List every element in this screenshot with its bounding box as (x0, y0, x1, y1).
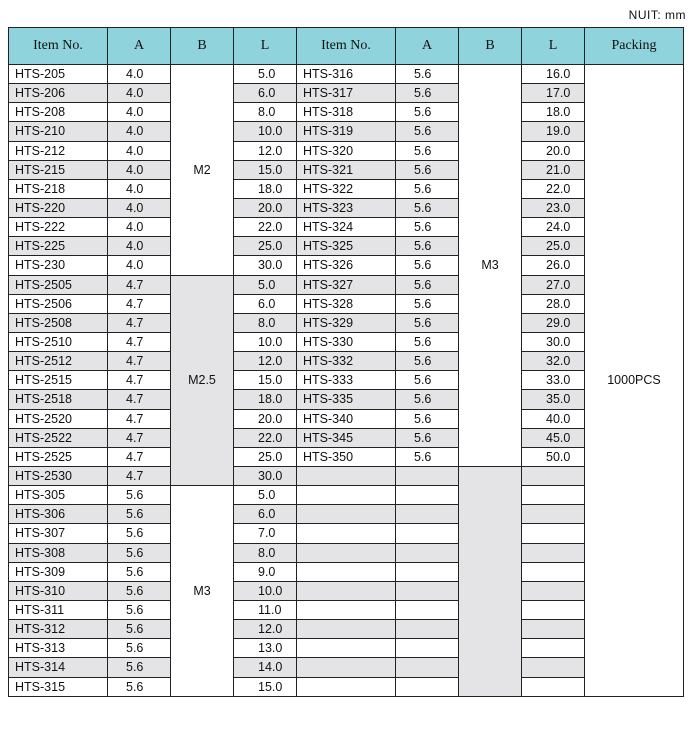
item-no: HTS-215 (9, 160, 108, 179)
length-l: 14.0 (234, 658, 297, 677)
header-4: Item No. (297, 28, 396, 65)
table-row (9, 294, 684, 313)
empty-cell (297, 677, 396, 696)
empty-cell (522, 486, 585, 505)
table-row (9, 122, 684, 141)
item-no: HTS-328 (297, 294, 396, 313)
dim-a: 5.6 (108, 562, 171, 581)
dim-a: 5.6 (396, 198, 459, 217)
empty-cell (396, 543, 459, 562)
dim-a: 4.7 (108, 466, 171, 485)
length-l: 12.0 (234, 620, 297, 639)
length-l: 45.0 (522, 428, 585, 447)
empty-cell (396, 581, 459, 600)
item-no: HTS-230 (9, 256, 108, 275)
empty-cell (396, 639, 459, 658)
table-row (9, 505, 684, 524)
dim-a: 4.0 (108, 103, 171, 122)
length-l: 25.0 (234, 447, 297, 466)
dim-a: 4.7 (108, 390, 171, 409)
empty-cell (396, 677, 459, 696)
dim-a: 5.6 (396, 390, 459, 409)
dim-a: 5.6 (396, 447, 459, 466)
dim-a: 5.6 (108, 505, 171, 524)
item-no: HTS-206 (9, 84, 108, 103)
dim-a: 4.7 (108, 352, 171, 371)
dim-a: 5.6 (108, 524, 171, 543)
length-l: 32.0 (522, 352, 585, 371)
item-no: HTS-212 (9, 141, 108, 160)
table-row (9, 409, 684, 428)
length-l: 27.0 (522, 275, 585, 294)
table-row (9, 332, 684, 351)
dim-a: 4.0 (108, 237, 171, 256)
length-l: 20.0 (234, 198, 297, 217)
table-row (9, 524, 684, 543)
length-l: 6.0 (234, 505, 297, 524)
dim-a: 4.0 (108, 84, 171, 103)
dim-a: 5.6 (108, 543, 171, 562)
length-l: 10.0 (234, 122, 297, 141)
dim-a: 5.6 (396, 65, 459, 84)
dim-a: 5.6 (396, 141, 459, 160)
length-l: 40.0 (522, 409, 585, 428)
dim-a: 4.0 (108, 198, 171, 217)
length-l: 6.0 (234, 84, 297, 103)
table-row (9, 198, 684, 217)
header-1: A (108, 28, 171, 65)
item-no: HTS-208 (9, 103, 108, 122)
item-no: HTS-310 (9, 581, 108, 600)
length-l: 30.0 (522, 332, 585, 351)
item-no: HTS-311 (9, 600, 108, 619)
thread-size: M3 (459, 65, 522, 467)
table-row (9, 218, 684, 237)
table-row (9, 447, 684, 466)
empty-cell (396, 505, 459, 524)
dim-a: 5.6 (396, 103, 459, 122)
packing-value: 1000PCS (585, 65, 684, 697)
dim-a: 5.6 (396, 332, 459, 351)
dim-a: 4.0 (108, 179, 171, 198)
spec-table (8, 27, 684, 697)
header-row (9, 28, 684, 65)
length-l: 11.0 (234, 600, 297, 619)
dim-a: 5.6 (396, 84, 459, 103)
item-no: HTS-2525 (9, 447, 108, 466)
table-row (9, 486, 684, 505)
item-no: HTS-308 (9, 543, 108, 562)
dim-a: 5.6 (396, 428, 459, 447)
length-l: 25.0 (234, 237, 297, 256)
table-row (9, 428, 684, 447)
item-no: HTS-210 (9, 122, 108, 141)
empty-cell (297, 524, 396, 543)
length-l: 9.0 (234, 562, 297, 581)
item-no: HTS-335 (297, 390, 396, 409)
length-l: 33.0 (522, 371, 585, 390)
length-l: 13.0 (234, 639, 297, 658)
table-row (9, 620, 684, 639)
table-row (9, 390, 684, 409)
dim-a: 4.0 (108, 218, 171, 237)
length-l: 17.0 (522, 84, 585, 103)
item-no: HTS-205 (9, 65, 108, 84)
length-l: 15.0 (234, 371, 297, 390)
empty-cell (459, 466, 522, 696)
dim-a: 4.0 (108, 65, 171, 84)
dim-a: 4.7 (108, 275, 171, 294)
item-no: HTS-307 (9, 524, 108, 543)
dim-a: 5.6 (396, 294, 459, 313)
empty-cell (297, 658, 396, 677)
table-row (9, 275, 684, 294)
table-row (9, 179, 684, 198)
item-no: HTS-330 (297, 332, 396, 351)
item-no: HTS-2520 (9, 409, 108, 428)
dim-a: 5.6 (396, 371, 459, 390)
length-l: 12.0 (234, 141, 297, 160)
item-no: HTS-2522 (9, 428, 108, 447)
header-3: L (234, 28, 297, 65)
empty-cell (522, 562, 585, 581)
length-l: 8.0 (234, 543, 297, 562)
length-l: 8.0 (234, 103, 297, 122)
item-no: HTS-309 (9, 562, 108, 581)
item-no: HTS-322 (297, 179, 396, 198)
table-row (9, 639, 684, 658)
item-no: HTS-326 (297, 256, 396, 275)
table-row (9, 371, 684, 390)
dim-a: 5.6 (108, 677, 171, 696)
item-no: HTS-2530 (9, 466, 108, 485)
table-row (9, 103, 684, 122)
table-row (9, 600, 684, 619)
empty-cell (396, 562, 459, 581)
item-no: HTS-2512 (9, 352, 108, 371)
empty-cell (396, 466, 459, 485)
item-no: HTS-312 (9, 620, 108, 639)
table-row (9, 677, 684, 696)
empty-cell (297, 543, 396, 562)
item-no: HTS-222 (9, 218, 108, 237)
empty-cell (297, 620, 396, 639)
unit-label: NUIT: mm (628, 8, 686, 22)
length-l: 18.0 (234, 390, 297, 409)
dim-a: 5.6 (396, 218, 459, 237)
item-no: HTS-325 (297, 237, 396, 256)
thread-size: M2.5 (171, 275, 234, 486)
length-l: 8.0 (234, 313, 297, 332)
length-l: 26.0 (522, 256, 585, 275)
item-no: HTS-315 (9, 677, 108, 696)
length-l: 22.0 (234, 218, 297, 237)
table-row (9, 658, 684, 677)
dim-a: 5.6 (396, 275, 459, 294)
length-l: 23.0 (522, 198, 585, 217)
length-l: 30.0 (234, 256, 297, 275)
length-l: 30.0 (234, 466, 297, 485)
table-row (9, 84, 684, 103)
length-l: 18.0 (522, 103, 585, 122)
item-no: HTS-2515 (9, 371, 108, 390)
length-l: 16.0 (522, 65, 585, 84)
item-no: HTS-320 (297, 141, 396, 160)
dim-a: 4.7 (108, 294, 171, 313)
dim-a: 4.0 (108, 122, 171, 141)
length-l: 20.0 (522, 141, 585, 160)
empty-cell (522, 505, 585, 524)
dim-a: 5.6 (396, 122, 459, 141)
table-row (9, 466, 684, 485)
dim-a: 4.7 (108, 428, 171, 447)
dim-a: 5.6 (396, 237, 459, 256)
length-l: 7.0 (234, 524, 297, 543)
empty-cell (297, 581, 396, 600)
empty-cell (522, 466, 585, 485)
item-no: HTS-324 (297, 218, 396, 237)
item-no: HTS-329 (297, 313, 396, 332)
length-l: 5.0 (234, 275, 297, 294)
empty-cell (297, 562, 396, 581)
item-no: HTS-2510 (9, 332, 108, 351)
empty-cell (522, 524, 585, 543)
empty-cell (522, 543, 585, 562)
empty-cell (396, 486, 459, 505)
dim-a: 4.7 (108, 447, 171, 466)
empty-cell (522, 639, 585, 658)
dim-a: 5.6 (396, 256, 459, 275)
length-l: 15.0 (234, 677, 297, 696)
header-6: B (459, 28, 522, 65)
dim-a: 5.6 (108, 658, 171, 677)
item-no: HTS-321 (297, 160, 396, 179)
empty-cell (522, 581, 585, 600)
table-row (9, 237, 684, 256)
table-row (9, 160, 684, 179)
length-l: 12.0 (234, 352, 297, 371)
dim-a: 4.7 (108, 332, 171, 351)
length-l: 50.0 (522, 447, 585, 466)
item-no: HTS-218 (9, 179, 108, 198)
dim-a: 5.6 (108, 600, 171, 619)
dim-a: 5.6 (108, 620, 171, 639)
table-row (9, 65, 684, 84)
length-l: 22.0 (234, 428, 297, 447)
table-row (9, 256, 684, 275)
header-7: L (522, 28, 585, 65)
length-l: 19.0 (522, 122, 585, 141)
table-row (9, 562, 684, 581)
dim-a: 5.6 (396, 179, 459, 198)
dim-a: 5.6 (396, 313, 459, 332)
empty-cell (522, 658, 585, 677)
empty-cell (522, 677, 585, 696)
empty-cell (522, 620, 585, 639)
empty-cell (297, 505, 396, 524)
item-no: HTS-340 (297, 409, 396, 428)
dim-a: 4.0 (108, 160, 171, 179)
item-no: HTS-319 (297, 122, 396, 141)
empty-cell (297, 639, 396, 658)
length-l: 22.0 (522, 179, 585, 198)
empty-cell (396, 658, 459, 677)
length-l: 5.0 (234, 65, 297, 84)
length-l: 28.0 (522, 294, 585, 313)
item-no: HTS-316 (297, 65, 396, 84)
thread-size: M3 (171, 486, 234, 697)
empty-cell (396, 524, 459, 543)
dim-a: 4.7 (108, 409, 171, 428)
item-no: HTS-323 (297, 198, 396, 217)
dim-a: 4.0 (108, 141, 171, 160)
length-l: 10.0 (234, 581, 297, 600)
length-l: 10.0 (234, 332, 297, 351)
empty-cell (522, 600, 585, 619)
table-row (9, 141, 684, 160)
item-no: HTS-345 (297, 428, 396, 447)
item-no: HTS-2506 (9, 294, 108, 313)
length-l: 35.0 (522, 390, 585, 409)
item-no: HTS-333 (297, 371, 396, 390)
thread-size: M2 (171, 65, 234, 276)
dim-a: 5.6 (108, 639, 171, 658)
item-no: HTS-2505 (9, 275, 108, 294)
item-no: HTS-220 (9, 198, 108, 217)
dim-a: 5.6 (396, 352, 459, 371)
empty-cell (297, 466, 396, 485)
empty-cell (396, 620, 459, 639)
item-no: HTS-306 (9, 505, 108, 524)
dim-a: 4.0 (108, 256, 171, 275)
dim-a: 5.6 (396, 409, 459, 428)
length-l: 18.0 (234, 179, 297, 198)
item-no: HTS-332 (297, 352, 396, 371)
item-no: HTS-313 (9, 639, 108, 658)
table-row (9, 352, 684, 371)
table-row (9, 313, 684, 332)
item-no: HTS-327 (297, 275, 396, 294)
item-no: HTS-225 (9, 237, 108, 256)
item-no: HTS-314 (9, 658, 108, 677)
header-5: A (396, 28, 459, 65)
item-no: HTS-2508 (9, 313, 108, 332)
length-l: 24.0 (522, 218, 585, 237)
length-l: 6.0 (234, 294, 297, 313)
empty-cell (297, 600, 396, 619)
header-8: Packing (585, 28, 684, 65)
dim-a: 5.6 (396, 160, 459, 179)
length-l: 15.0 (234, 160, 297, 179)
length-l: 5.0 (234, 486, 297, 505)
header-0: Item No. (9, 28, 108, 65)
item-no: HTS-305 (9, 486, 108, 505)
length-l: 21.0 (522, 160, 585, 179)
dim-a: 5.6 (108, 486, 171, 505)
header-2: B (171, 28, 234, 65)
length-l: 25.0 (522, 237, 585, 256)
dim-a: 4.7 (108, 313, 171, 332)
item-no: HTS-318 (297, 103, 396, 122)
item-no: HTS-2518 (9, 390, 108, 409)
dim-a: 4.7 (108, 371, 171, 390)
length-l: 20.0 (234, 409, 297, 428)
length-l: 29.0 (522, 313, 585, 332)
item-no: HTS-317 (297, 84, 396, 103)
empty-cell (297, 486, 396, 505)
empty-cell (396, 600, 459, 619)
table-row (9, 543, 684, 562)
item-no: HTS-350 (297, 447, 396, 466)
dim-a: 5.6 (108, 581, 171, 600)
table-row (9, 581, 684, 600)
